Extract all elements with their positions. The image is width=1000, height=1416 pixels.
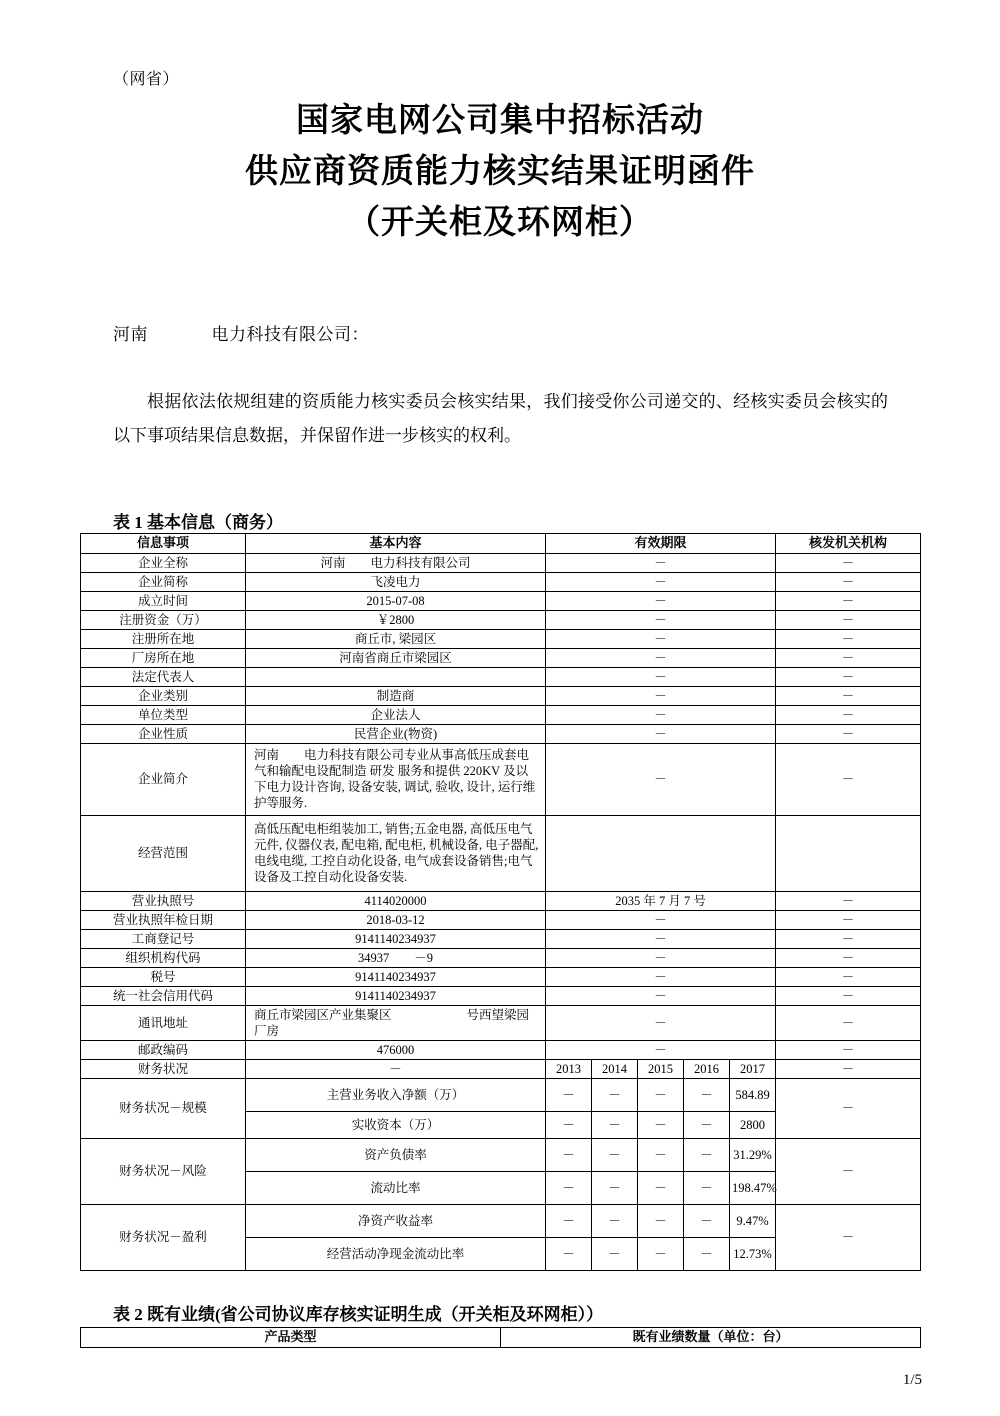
row-valid: － <box>546 591 776 610</box>
row-issuer: － <box>776 1078 921 1138</box>
row-content: 民营企业(物资) <box>246 724 546 743</box>
row-valid: － <box>546 967 776 986</box>
finance-value: 584.89 <box>730 1078 776 1111</box>
row-content: 飞凌电力 <box>246 572 546 591</box>
row-valid: － <box>546 1005 776 1040</box>
addressee-line <box>113 320 369 345</box>
row-content: 制造商 <box>246 686 546 705</box>
table-row-finance-scale <box>81 1078 921 1111</box>
row-issuer: － <box>776 1040 921 1059</box>
row-valid: － <box>546 910 776 929</box>
row-content: 企业法人 <box>246 705 546 724</box>
row-content: 2018-03-12 <box>246 910 546 929</box>
title-line-2: 供应商资质能力核实结果证明函件 <box>245 154 755 191</box>
th-performance-qty: 既有业绩数量（单位：台） <box>501 1328 921 1348</box>
finance-value: － <box>684 1171 730 1204</box>
table-row <box>81 724 921 743</box>
row-issuer: － <box>776 553 921 572</box>
finance-value: － <box>684 1111 730 1138</box>
row-issuer: － <box>776 929 921 948</box>
row-issuer: － <box>776 724 921 743</box>
row-issuer: － <box>776 667 921 686</box>
table-row-business-scope <box>81 815 921 891</box>
row-content <box>246 667 546 686</box>
finance-value: － <box>592 1078 638 1111</box>
row-issuer: － <box>776 1138 921 1204</box>
net-province-tag: （网省） <box>113 71 180 88</box>
row-label: 企业类别 <box>81 686 246 705</box>
row-issuer: － <box>776 705 921 724</box>
row-label: 邮政编码 <box>81 1040 246 1059</box>
finance-group-label: 财务状况－风险 <box>81 1138 246 1204</box>
finance-value: 2800 <box>730 1111 776 1138</box>
finance-value: － <box>546 1204 592 1237</box>
page-number: 1/5 <box>902 1372 922 1388</box>
existing-performance-table <box>80 1327 921 1348</box>
row-valid: 2035 年 7 月 7 号 <box>546 891 776 910</box>
row-content: 34937 －9 <box>246 948 546 967</box>
finance-value: － <box>546 1078 592 1111</box>
row-content: 商丘市, 梁园区 <box>246 629 546 648</box>
row-content: 9141140234937 <box>246 986 546 1005</box>
row-label: 组织机构代码 <box>81 948 246 967</box>
row-label: 营业执照号 <box>81 891 246 910</box>
row-issuer: － <box>776 591 921 610</box>
table1-title: 表 1 基本信息（商务） <box>113 513 283 532</box>
table-row <box>81 572 921 591</box>
row-label: 企业性质 <box>81 724 246 743</box>
table-row-finance-years <box>81 1059 921 1078</box>
row-label: 财务状况 <box>81 1059 246 1078</box>
row-content: 476000 <box>246 1040 546 1059</box>
row-issuer <box>776 815 921 891</box>
title-line-3: （开关柜及环网柜） <box>347 205 653 242</box>
finance-item-name: 净资产收益率 <box>246 1204 546 1237</box>
row-label: 注册资金（万） <box>81 610 246 629</box>
row-issuer: － <box>776 986 921 1005</box>
table-row-postcode <box>81 1040 921 1059</box>
finance-value: － <box>684 1237 730 1270</box>
row-issuer: － <box>776 648 921 667</box>
finance-value: － <box>546 1138 592 1171</box>
finance-value: － <box>638 1237 684 1270</box>
table-row <box>81 967 921 986</box>
row-valid: － <box>546 572 776 591</box>
table-row <box>81 629 921 648</box>
finance-value: 31.29% <box>730 1138 776 1171</box>
row-issuer: － <box>776 967 921 986</box>
finance-value: － <box>592 1204 638 1237</box>
row-label: 工商登记号 <box>81 929 246 948</box>
finance-value: 198.47% <box>730 1171 776 1204</box>
finance-value: － <box>684 1138 730 1171</box>
table-header-row <box>81 534 921 554</box>
table-row <box>81 648 921 667</box>
table-row <box>81 891 921 910</box>
finance-item-name: 流动比率 <box>246 1171 546 1204</box>
finance-value: － <box>546 1111 592 1138</box>
row-valid: － <box>546 629 776 648</box>
row-content: 2015-07-08 <box>246 591 546 610</box>
table-row <box>81 948 921 967</box>
row-label: 企业简介 <box>81 743 246 815</box>
row-issuer: － <box>776 910 921 929</box>
basic-info-table <box>80 533 921 1271</box>
finance-value: － <box>638 1111 684 1138</box>
th-info-item: 信息事项 <box>81 534 246 554</box>
row-label: 税号 <box>81 967 246 986</box>
row-issuer: － <box>776 743 921 815</box>
table-row <box>81 705 921 724</box>
row-content: 商丘市梁园区产业集聚区 号西望梁园 厂房 <box>246 1005 546 1040</box>
table-row-finance-profit <box>81 1204 921 1237</box>
th-issuer: 核发机关机构 <box>776 534 921 554</box>
row-valid: － <box>546 929 776 948</box>
row-content: 高低压配电柜组装加工, 销售;五金电器, 高低压电气元件, 仪器仪表, 配电箱, 配电柜, 机械设备, 电子器配, 电线电缆, 工控自动化设备, 电气成套设备销售;电气设备及工控自动化设备安装. <box>246 815 546 891</box>
table-row <box>81 686 921 705</box>
finance-value: － <box>592 1171 638 1204</box>
table-row-address <box>81 1005 921 1040</box>
finance-value: － <box>638 1138 684 1171</box>
row-label: 企业简称 <box>81 572 246 591</box>
row-valid: － <box>546 553 776 572</box>
row-valid: － <box>546 986 776 1005</box>
finance-value: － <box>684 1204 730 1237</box>
year-cell: 2013 <box>546 1059 592 1078</box>
row-issuer: － <box>776 1059 921 1078</box>
row-content: － <box>246 1059 546 1078</box>
row-issuer: － <box>776 686 921 705</box>
th-content: 基本内容 <box>246 534 546 554</box>
row-content: 4114020000 <box>246 891 546 910</box>
row-content: ￥2800 <box>246 610 546 629</box>
addressee-prefix: 河南 <box>113 325 148 344</box>
table-header-row <box>81 1328 921 1348</box>
th-product-type: 产品类型 <box>81 1328 501 1348</box>
addressee-suffix: 电力科技有限公司： <box>211 325 369 344</box>
year-cell: 2017 <box>730 1059 776 1078</box>
row-label: 厂房所在地 <box>81 648 246 667</box>
table-row <box>81 667 921 686</box>
row-content: 河南 电力科技有限公司 <box>246 553 546 572</box>
row-issuer: － <box>776 610 921 629</box>
row-valid: － <box>546 610 776 629</box>
table-row-company-profile <box>81 743 921 815</box>
row-label: 营业执照年检日期 <box>81 910 246 929</box>
row-label: 经营范围 <box>81 815 246 891</box>
row-label: 成立时间 <box>81 591 246 610</box>
row-label: 企业全称 <box>81 553 246 572</box>
finance-value: － <box>638 1204 684 1237</box>
table-row <box>81 553 921 572</box>
letter-body-paragraph: 根据依法依规组建的资质能力核实委员会核实结果，我们接受你公司递交的、经核实委员会核实的以下事项结果信息数据，并保留作进一步核实的权利。 <box>113 392 888 445</box>
row-content: 河南 电力科技有限公司专业从事高低压成套电气和输配电设配制造 研发 服务和提供 220KV 及以下电力设计咨询, 设备安装, 调试, 验收, 设计, 运行维护等服务. <box>246 743 546 815</box>
row-label: 统一社会信用代码 <box>81 986 246 1005</box>
row-valid: － <box>546 948 776 967</box>
finance-item-name: 资产负债率 <box>246 1138 546 1171</box>
row-valid: － <box>546 1040 776 1059</box>
table2-title: 表 2 既有业绩(省公司协议库存核实证明生成（开关柜及环网柜）） <box>113 1305 604 1324</box>
row-valid: － <box>546 667 776 686</box>
row-issuer: － <box>776 572 921 591</box>
row-issuer: － <box>776 629 921 648</box>
finance-item-name: 经营活动净现金流动比率 <box>246 1237 546 1270</box>
finance-item-name: 实收资本（万） <box>246 1111 546 1138</box>
table-row <box>81 591 921 610</box>
row-valid: － <box>546 705 776 724</box>
th-valid-period: 有效期限 <box>546 534 776 554</box>
finance-value: － <box>638 1171 684 1204</box>
row-content: 9141140234937 <box>246 929 546 948</box>
finance-value: － <box>592 1237 638 1270</box>
table-row <box>81 610 921 629</box>
finance-value: － <box>684 1078 730 1111</box>
finance-value: 9.47% <box>730 1204 776 1237</box>
finance-value: － <box>546 1237 592 1270</box>
row-valid: － <box>546 686 776 705</box>
year-cell: 2016 <box>684 1059 730 1078</box>
title-line-1: 国家电网公司集中招标活动 <box>296 103 704 139</box>
row-valid: － <box>546 743 776 815</box>
row-issuer: － <box>776 1204 921 1270</box>
finance-value: － <box>592 1138 638 1171</box>
table-row <box>81 986 921 1005</box>
row-valid <box>546 815 776 891</box>
finance-value: － <box>638 1078 684 1111</box>
document-title <box>0 96 1000 249</box>
table-row <box>81 929 921 948</box>
row-label: 通讯地址 <box>81 1005 246 1040</box>
finance-value: 12.73% <box>730 1237 776 1270</box>
row-valid: － <box>546 648 776 667</box>
finance-value: － <box>546 1171 592 1204</box>
row-issuer: － <box>776 1005 921 1040</box>
finance-value: － <box>592 1111 638 1138</box>
year-cell: 2014 <box>592 1059 638 1078</box>
row-content: 河南省商丘市梁园区 <box>246 648 546 667</box>
row-label: 法定代表人 <box>81 667 246 686</box>
row-label: 单位类型 <box>81 705 246 724</box>
row-label: 注册所在地 <box>81 629 246 648</box>
row-issuer: － <box>776 891 921 910</box>
row-valid: － <box>546 724 776 743</box>
finance-group-label: 财务状况－规模 <box>81 1078 246 1138</box>
table-row-finance-risk <box>81 1138 921 1171</box>
row-issuer: － <box>776 948 921 967</box>
finance-group-label: 财务状况－盈利 <box>81 1204 246 1270</box>
table-row <box>81 910 921 929</box>
year-cell: 2015 <box>638 1059 684 1078</box>
row-content: 9141140234937 <box>246 967 546 986</box>
finance-item-name: 主营业务收入净额（万） <box>246 1078 546 1111</box>
